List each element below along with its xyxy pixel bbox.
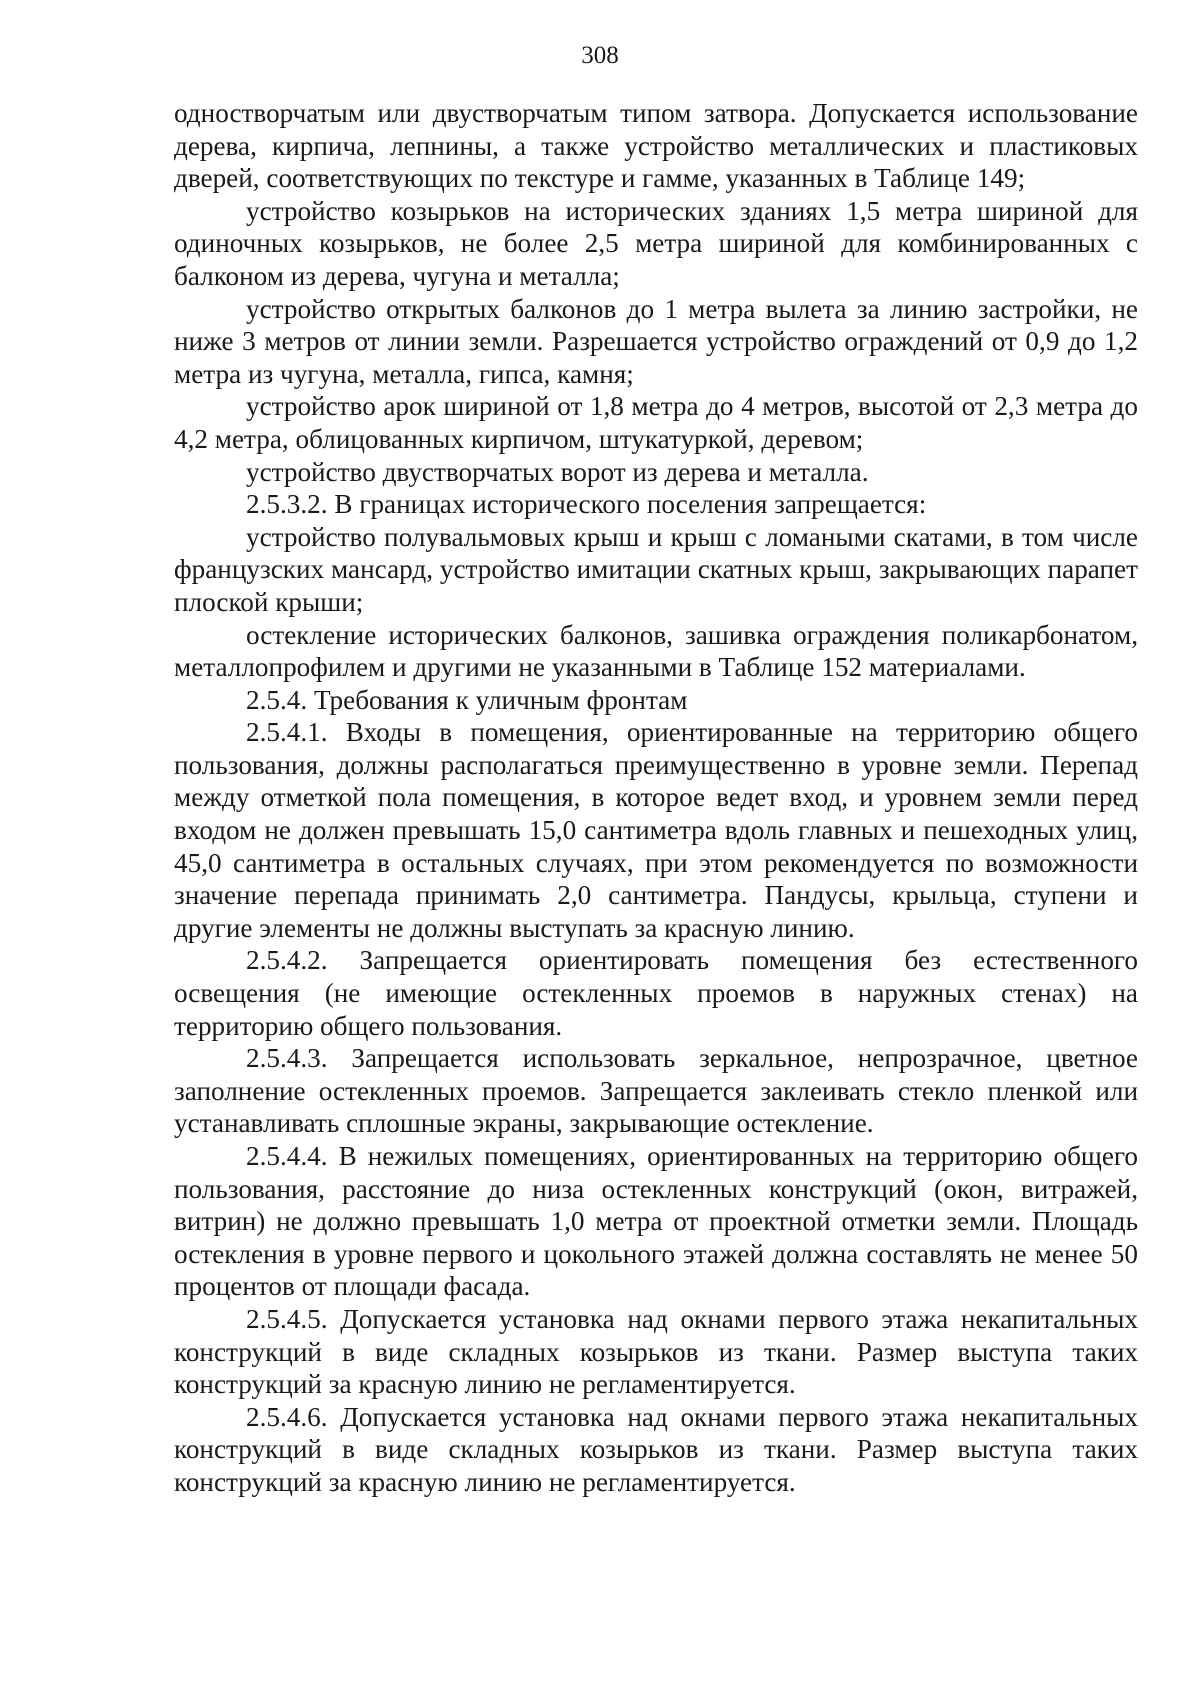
paragraph-roofs: устройство полувальмовых крыш и крыш с ломаными скатами, в том числе французских мансард, устройство имитации скатных крыш, закрывающих парапет плоской крыши; xyxy=(174,521,1138,617)
paragraph-canopies: устройство козырьков на исторических зданиях 1,5 метра шириной для одиночных козырьков, не более 2,5 метра шириной для комбинированных с балконом из дерева, чугуна и металла; xyxy=(174,195,1138,291)
document-body xyxy=(174,97,1138,1499)
page-number: 308 xyxy=(581,42,619,69)
section-2-5-3-2: 2.5.3.2. В границах исторического поселения запрещается: xyxy=(246,489,927,520)
section-2-5-4-2: 2.5.4.2. Запрещается ориентировать помещения без естественного освещения (не имеющие остекленных проемов в наружных стенах) на территорию общего пользования. xyxy=(174,945,1138,1041)
paragraph-balconies: устройство открытых балконов до 1 метра вылета за линию застройки, не ниже 3 метров от линии земли. Разрешается устройство ограждений от 0,9 до 1,2 метра из чугуна, металла, гипса, камня; xyxy=(174,293,1138,389)
paragraph-gates: устройство двустворчатых ворот из дерева и металла. xyxy=(246,456,869,487)
section-2-5-4-3: 2.5.4.3. Запрещается использовать зеркальное, непрозрачное, цветное заполнение остекленных проемов. Запрещается заклеивать стекло пленкой или устанавливать сплошные экраны, закрывающие остекление. xyxy=(174,1043,1138,1139)
section-2-5-4-4: 2.5.4.4. В нежилых помещениях, ориентированных на территорию общего пользования, расстояние до низа остекленных конструкций (окон, витражей, витрин) не должно превышать 1,0 метра от проектной отметки земли. Площадь остекления в уровне первого и цокольного этажей должна составлять не менее 50 процентов от площади фасада. xyxy=(174,1141,1138,1302)
paragraph-continuation: одностворчатым или двустворчатым типом затвора. Допускается использование дерева, кирпича, лепнины, а также устройство металлических и пластиковых дверей, соответствующих по текстуре и гамме, указанных в Таблице 149; xyxy=(174,98,1138,194)
paragraph-glazing-balconies: остекление исторических балконов, зашивка ограждения поликарбонатом, металлопрофилем и другими не указанными в Таблице 152 материалами. xyxy=(174,619,1138,683)
section-2-5-4-6: 2.5.4.6. Допускается установка над окнами первого этажа некапитальных конструкций в виде складных козырьков из ткани. Размер выступа таких конструкций за красную линию не регламентируется. xyxy=(174,1401,1138,1497)
section-2-5-4-5: 2.5.4.5. Допускается установка над окнами первого этажа некапитальных конструкций в виде складных козырьков из ткани. Размер выступа таких конструкций за красную линию не регламентируется. xyxy=(174,1303,1138,1400)
section-heading-2-5-4: 2.5.4. Требования к уличным фронтам xyxy=(246,684,688,715)
section-2-5-4-1: 2.5.4.1. Входы в помещения, ориентированные на территорию общего пользования, должны располагаться преимущественно в уровне земли. Перепад между отметкой пола помещения, в которое ведет вход, и уровнем земли перед входом не должен превышать 15,0 сантиметра вдоль главных и пешеходных улиц, 45,0 сантиметра в остальных случаях, при этом рекомендуется по возможности значение перепада принимать 2,0 сантиметра. Пандусы, крыльца, ступени и другие элементы не должны выступать за красную линию. xyxy=(174,717,1138,943)
paragraph-arches: устройство арок шириной от 1,8 метра до 4 метров, высотой от 2,3 метра до 4,2 метра, облицованных кирпичом, штукатуркой, деревом; xyxy=(174,391,1138,454)
